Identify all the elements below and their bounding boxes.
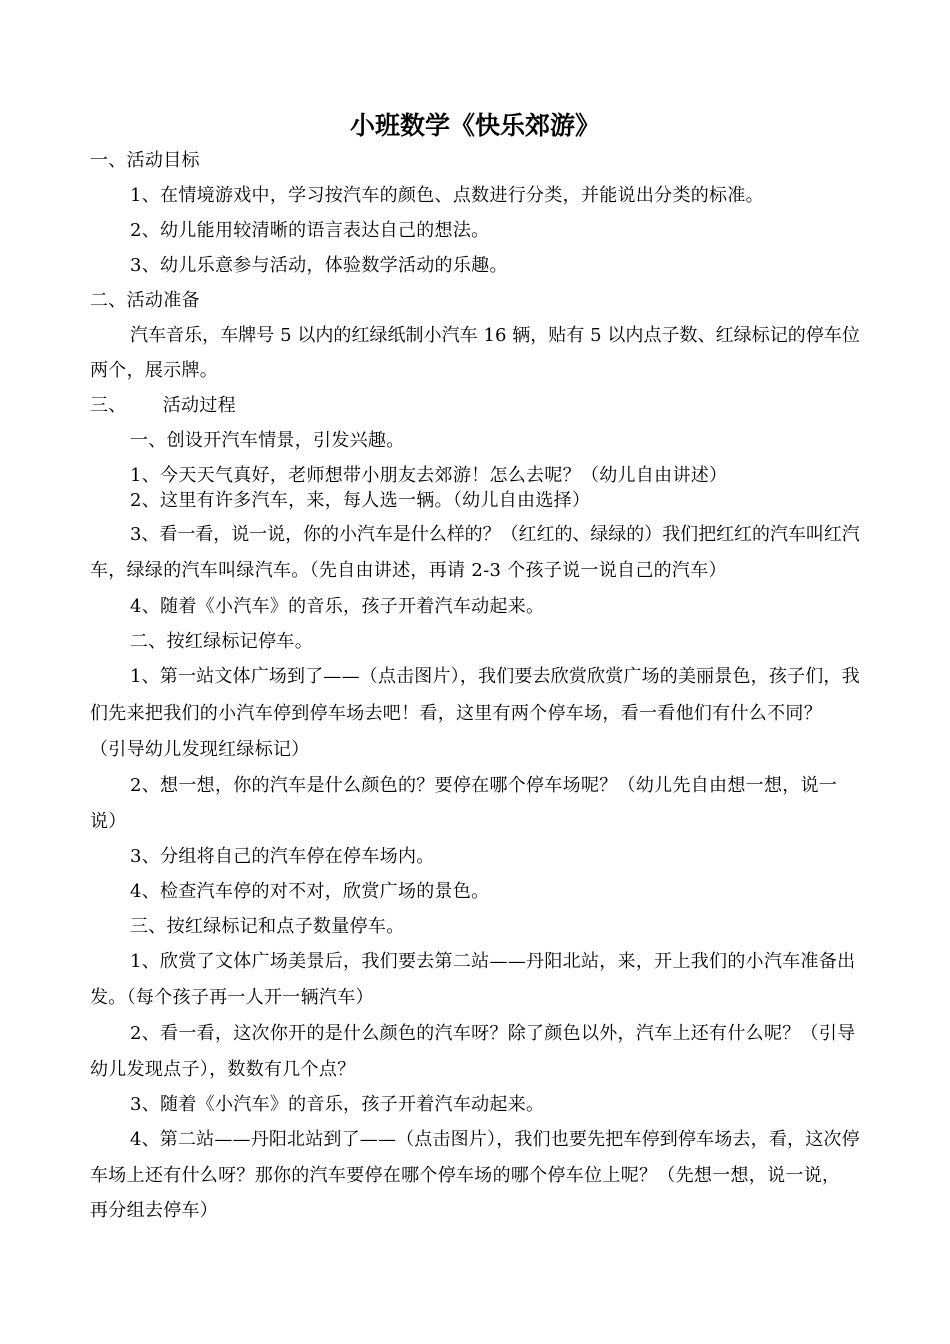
section-heading-goals: 一、活动目标 [90,150,200,171]
section-heading-preparation: 二、活动准备 [90,290,200,311]
subheading-line: 二、按红绿标记停车。 [130,631,313,652]
section-heading-process: 三、 活动过程 [90,395,236,416]
document-title: 小班数学《快乐郊游》 [349,111,600,140]
paragraph-line: 3、分组将自己的汽车停在停车场内。 [130,846,435,867]
paragraph-line: 3、随着《小汽车》的音乐，孩子开着汽车动起来。 [130,1094,545,1115]
paragraph-line: 2、想一想，你的汽车是什么颜色的？要停在哪个停车场呢？（幼儿先自由想一想，说一 [130,775,838,796]
paragraph-line: 1、今天天气真好，老师想带小朋友去郊游！怎么去呢？（幼儿自由讲述） [130,465,728,486]
paragraph-line: 4、检查汽车停的对不对，欣赏广场的景色。 [130,881,490,902]
paragraph-line: 1、在情境游戏中，学习按汽车的颜色、点数进行分类，并能说出分类的标准。 [130,185,764,206]
paragraph-line: 4、随着《小汽车》的音乐，孩子开着汽车动起来。 [130,596,545,617]
subheading-line: 一、创设开汽车情景，引发兴趣。 [130,430,405,451]
paragraph-line: 们先来把我们的小汽车停到停车场去吧！看，这里有两个停车场，看一看他们有什么不同？ [90,703,822,724]
subheading-line: 三、按红绿标记和点子数量停车。 [130,916,405,937]
paragraph-line: 2、看一看，这次你开的是什么颜色的汽车呀？除了颜色以外，汽车上还有什么呢？（引导 [130,1023,856,1044]
paragraph-line: 两个，展示牌。 [90,360,219,381]
paragraph-line: 3、幼儿乐意参与活动，体验数学活动的乐趣。 [130,255,508,276]
paragraph-line: 幼儿发现点子），数数有几个点？ [90,1059,356,1080]
paragraph-line: 发。（每个孩子再一人开一辆汽车） [90,987,374,1008]
paragraph-line: 3、看一看，说一说，你的小汽车是什么样的？（红红的、绿绿的）我们把红红的汽车叫红汽 [130,524,860,545]
paragraph-line: （引导幼儿发现红绿标记） [90,739,310,760]
paragraph-line: 2、幼儿能用较清晰的语言表达自己的想法。 [130,220,490,241]
paragraph-line: 说） [90,811,127,832]
paragraph-line: 汽车音乐，车牌号 5 以内的红绿纸制小汽车 16 辆，贴有 5 以内点子数、红绿标记的停车位 [130,325,860,346]
paragraph-line: 1、欣赏了文体广场美景后，我们要去第二站——丹阳北站，来，开上我们的小汽车准备出 [130,951,856,972]
paragraph-line: 车场上还有什么呀？那你的汽车要停在哪个停车场的哪个停车位上呢？（先想一想，说一说， [90,1165,841,1186]
paragraph-line: 2、这里有许多汽车，来，每人选一辆。（幼儿自由选择） [130,490,591,511]
paragraph-line: 车，绿绿的汽车叫绿汽车。（先自由讲述，再请 2-3 个孩子说一说自己的汽车） [90,560,727,581]
paragraph-line: 4、第二站——丹阳北站到了——（点击图片），我们也要先把车停到停车场去，看，这次停 [130,1129,860,1150]
paragraph-line: 再分组去停车） [90,1200,219,1221]
paragraph-line: 1、第一站文体广场到了——（点击图片），我们要去欣赏欣赏广场的美丽景色，孩子们，我 [130,666,860,687]
